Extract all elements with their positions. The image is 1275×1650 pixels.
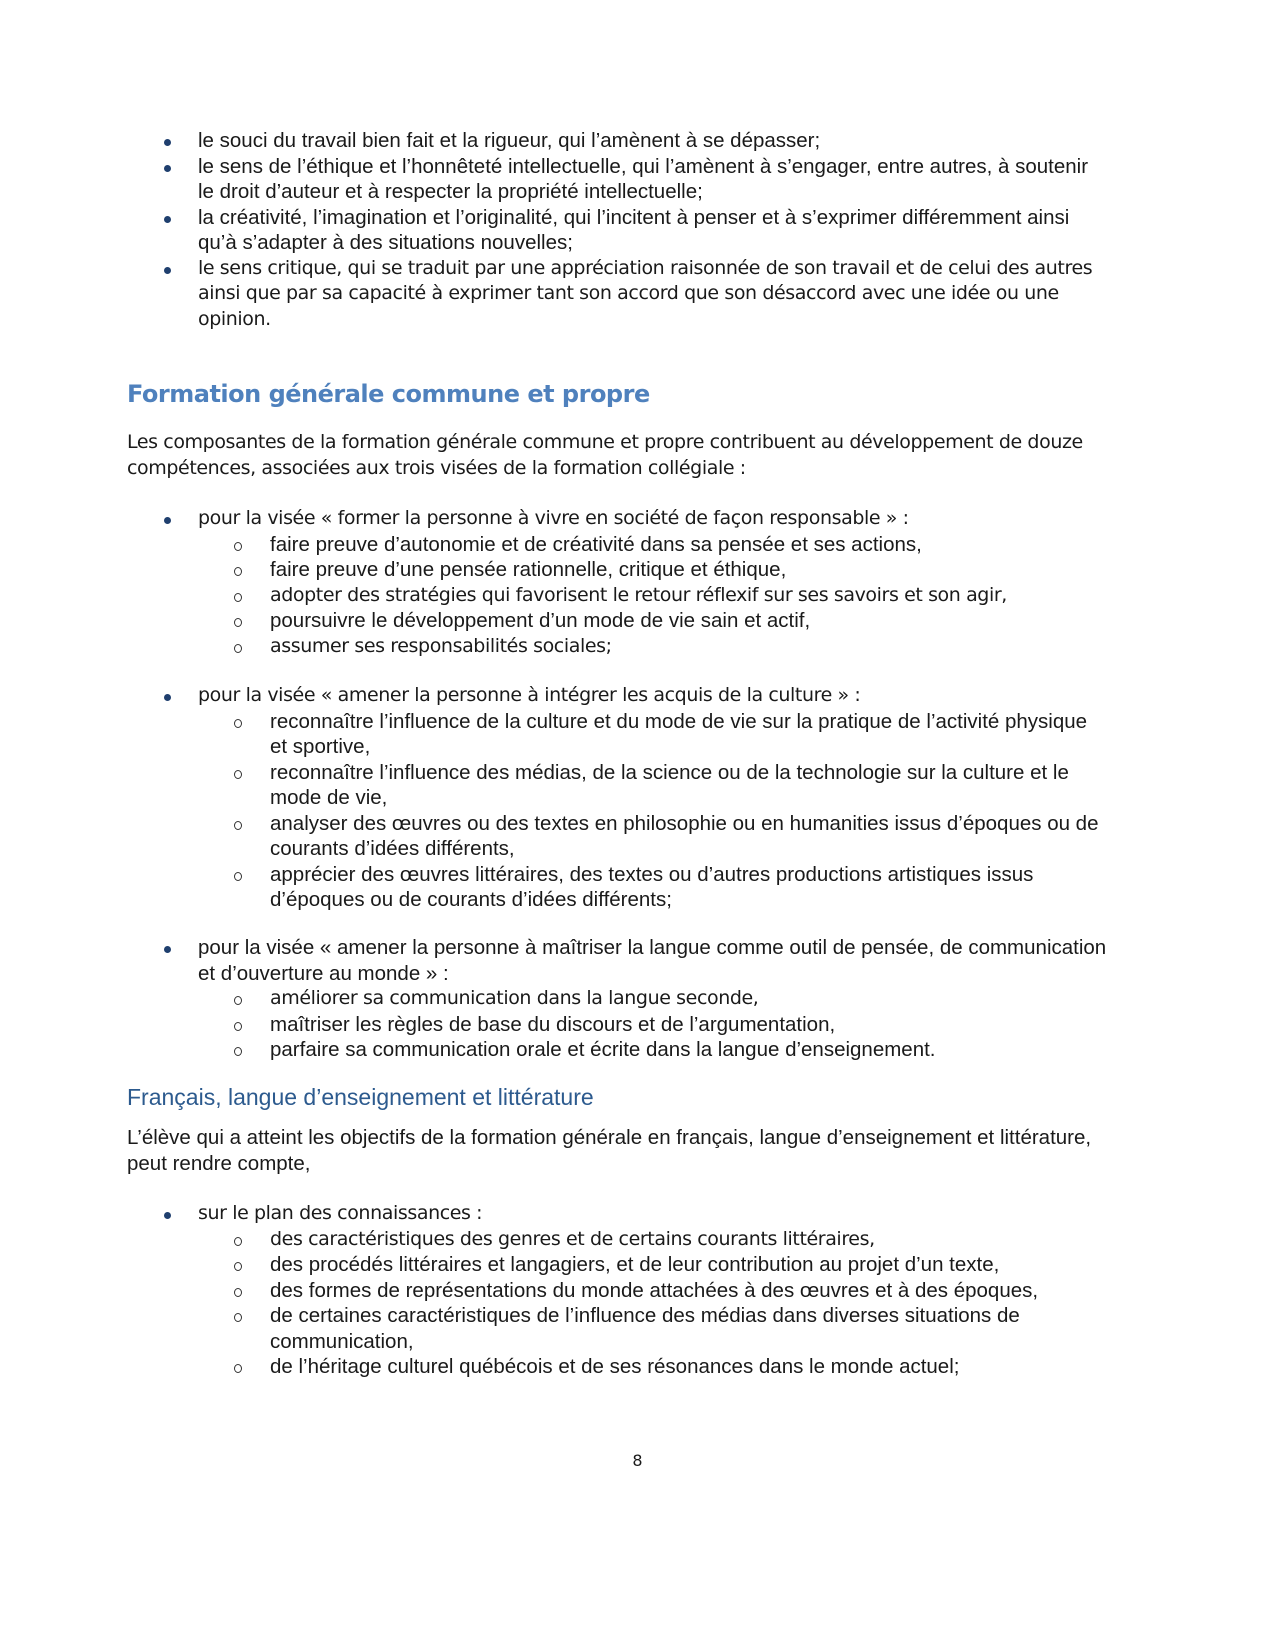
bullet-icon: [164, 165, 171, 172]
list-item: des caractéristiques des genres et de certains courants littéraires,: [127, 1227, 1107, 1253]
list-item: la créativité, l’imagination et l’originalité, qui l’incitent à penser et à s’exprimer différemment ainsi qu’à s’adapter à des situations nouvelles;: [127, 205, 1107, 256]
group-label: pour la visée « amener la personne à intégrer les acquis de la culture » :: [127, 683, 1107, 709]
section1-group-3: [127, 935, 1107, 1063]
list-item: reconnaître l’influence des médias, de la science ou de la technologie sur la culture et le mode de vie,: [127, 760, 1107, 811]
circle-bullet-icon: [234, 770, 242, 779]
bullet-icon: [164, 1212, 171, 1219]
list-item: faire preuve d’une pensée rationnelle, critique et éthique,: [127, 557, 1107, 583]
list-item: parfaire sa communication orale et écrite dans la langue d’enseignement.: [127, 1037, 1107, 1063]
section-heading-francais: Français, langue d’enseignement et littérature: [127, 1084, 594, 1110]
list-item: de certaines caractéristiques de l’influence des médias dans diverses situations de communication,: [127, 1303, 1107, 1354]
list-item: des procédés littéraires et langagiers, et de leur contribution au projet d’un texte,: [127, 1252, 1107, 1278]
circle-bullet-icon: [234, 1313, 242, 1322]
list-item: reconnaître l’influence de la culture et du mode de vie sur la pratique de l’activité physique et sportive,: [127, 709, 1107, 760]
list-item: adopter des stratégies qui favorisent le retour réflexif sur ses savoirs et son agir,: [127, 583, 1107, 609]
circle-bullet-icon: [234, 567, 242, 576]
section1-group-2: [127, 683, 1107, 913]
list-item: analyser des œuvres ou des textes en philosophie ou en humanities issus d’époques ou de courants d’idées différents,: [127, 811, 1107, 862]
circle-bullet-icon: [234, 1288, 242, 1297]
circle-bullet-icon: [234, 1364, 242, 1373]
list-item: poursuivre le développement d’un mode de vie sain et actif,: [127, 608, 1107, 634]
circle-bullet-icon: [234, 872, 242, 881]
list-item: le sens de l’éthique et l’honnêteté intellectuelle, qui l’amènent à s’engager, entre autres, à soutenir le droit d’auteur et à respecter la propriété intellectuelle;: [127, 154, 1107, 205]
circle-bullet-icon: [234, 644, 242, 653]
group-label: pour la visée « amener la personne à maîtriser la langue comme outil de pensée, de communication et d’ouverture au monde » :: [127, 935, 1107, 986]
circle-bullet-icon: [234, 593, 242, 602]
list-item: améliorer sa communication dans la langue seconde,: [127, 986, 1107, 1012]
list-item: faire preuve d’autonomie et de créativité dans sa pensée et ses actions,: [127, 532, 1107, 558]
group-label: sur le plan des connaissances :: [127, 1201, 1107, 1227]
bullet-icon: [164, 694, 171, 701]
section1-group-1: [127, 506, 1107, 659]
list-item: des formes de représentations du monde attachées à des œuvres et à des époques,: [127, 1278, 1107, 1304]
section2-group-1: [127, 1201, 1107, 1380]
bullet-icon: [164, 517, 171, 524]
circle-bullet-icon: [234, 821, 242, 830]
group-label: pour la visée « former la personne à vivre en société de façon responsable » :: [127, 506, 1107, 532]
bullet-icon: [164, 216, 171, 223]
section-heading-formation-generale: Formation générale commune et propre: [127, 380, 650, 408]
list-item: le sens critique, qui se traduit par une appréciation raisonnée de son travail et de celui des autres ainsi que par sa capacité à exprimer tant son accord que son désaccord avec une idée ou une opinion.: [127, 256, 1107, 333]
circle-bullet-icon: [234, 1047, 242, 1056]
section1-intro: Les composantes de la formation générale commune et propre contribuent au développement de douze compétences, associées aux trois visées de la formation collégiale :: [127, 431, 1083, 479]
bullet-icon: [164, 267, 171, 274]
circle-bullet-icon: [234, 1022, 242, 1031]
circle-bullet-icon: [234, 1262, 242, 1271]
circle-bullet-icon: [234, 542, 242, 551]
circle-bullet-icon: [234, 618, 242, 627]
circle-bullet-icon: [234, 996, 242, 1005]
list-item: assumer ses responsabilités sociales;: [127, 634, 1107, 660]
circle-bullet-icon: [234, 719, 242, 728]
list-item: le souci du travail bien fait et la rigueur, qui l’amènent à se dépasser;: [127, 128, 1107, 154]
bullet-icon: [164, 946, 171, 953]
list-item: de l’héritage culturel québécois et de ses résonances dans le monde actuel;: [127, 1354, 1107, 1380]
intro-bullet-list: [127, 128, 1107, 332]
page-number: 8: [632, 1451, 643, 1470]
section2-intro: L’élève qui a atteint les objectifs de la formation générale en français, langue d’enseignement et littérature, peut rendre compte,: [127, 1126, 1092, 1175]
bullet-icon: [164, 139, 171, 146]
list-item: maîtriser les règles de base du discours et de l’argumentation,: [127, 1012, 1107, 1038]
list-item: apprécier des œuvres littéraires, des textes ou d’autres productions artistiques issus d’époques ou de courants d’idées différents;: [127, 862, 1107, 913]
circle-bullet-icon: [234, 1237, 242, 1246]
